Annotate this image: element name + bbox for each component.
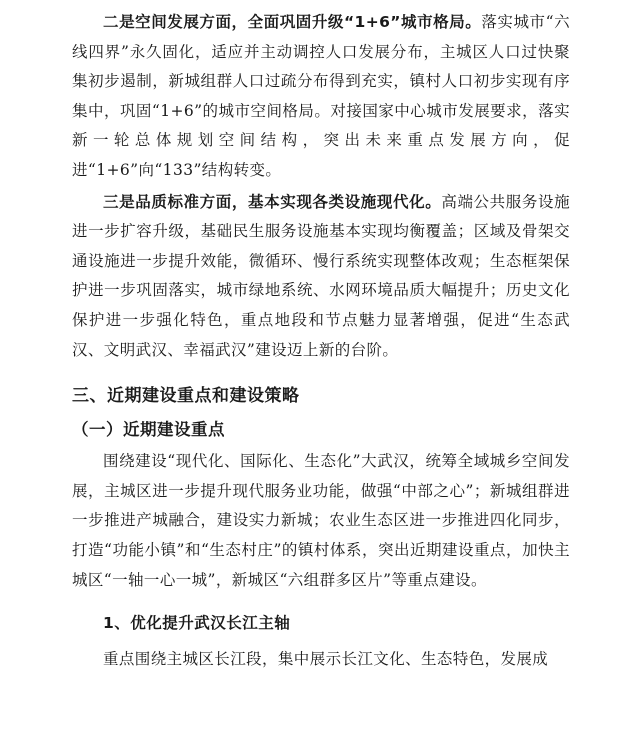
subsection-heading: （一）近期建设重点 (72, 420, 225, 440)
paragraph-spatial-development (72, 8, 570, 186)
section-heading: 三、近期建设重点和建设策略 (72, 386, 300, 407)
paragraph-key-construction: 围绕建设“现代化、国际化、生态化”大武汉，统筹全域城乡空间发展，主城区进一步提升现代服务业功能，做强“中部之心”；新城组群进一步推进产城融合，建设实力新城；农业生态区进一步推进四化同步，打造“功能小镇”和“生态村庄”的镇村体系，突出近期建设重点，加快主城区“一轴一心一城”，新城区“六组群多区片”等重点建设。 (72, 452, 570, 589)
paragraph-yangtze-axis: 重点围绕主城区长江段，集中展示长江文化、生态特色，发展成 (103, 650, 549, 669)
paragraph-body: 落实城市“六线四界”永久固化，适应并主动调控人口发展分布，主城区人口过快聚集初步遏制，新城组群人口过疏分布得到充实，镇村人口初步实现有序集中，巩固“1+6”的城市空间格局。对接国家中心城市发展要求，落实新一轮总体规划空间结构，突出未来重点发展方向，促进“1+6”向“133”结构转变。 (72, 13, 570, 179)
item-heading: 1、优化提升武汉长江主轴 (103, 614, 291, 633)
paragraph-lead: 三是品质标准方面，基本实现各类设施现代化。 (103, 192, 442, 211)
paragraph-quality-standards (72, 188, 570, 366)
paragraph-lead: 二是空间发展方面，全面巩固升级“1+6”城市格局。 (103, 13, 482, 31)
paragraph-body: 高端公共服务设施进一步扩容升级，基础民生服务设施基本实现均衡覆盖；区域及骨架交通设施进一步提升效能，微循环、慢行系统实现整体改观；生态框架保护进一步巩固落实，城市绿地系统、水网环境品质大幅提升；历史文化保护进一步强化特色，重点地段和节点魅力显著增强，促进“生态武汉、文明武汉、幸福武汉”建设迈上新的台阶。 (72, 192, 571, 359)
